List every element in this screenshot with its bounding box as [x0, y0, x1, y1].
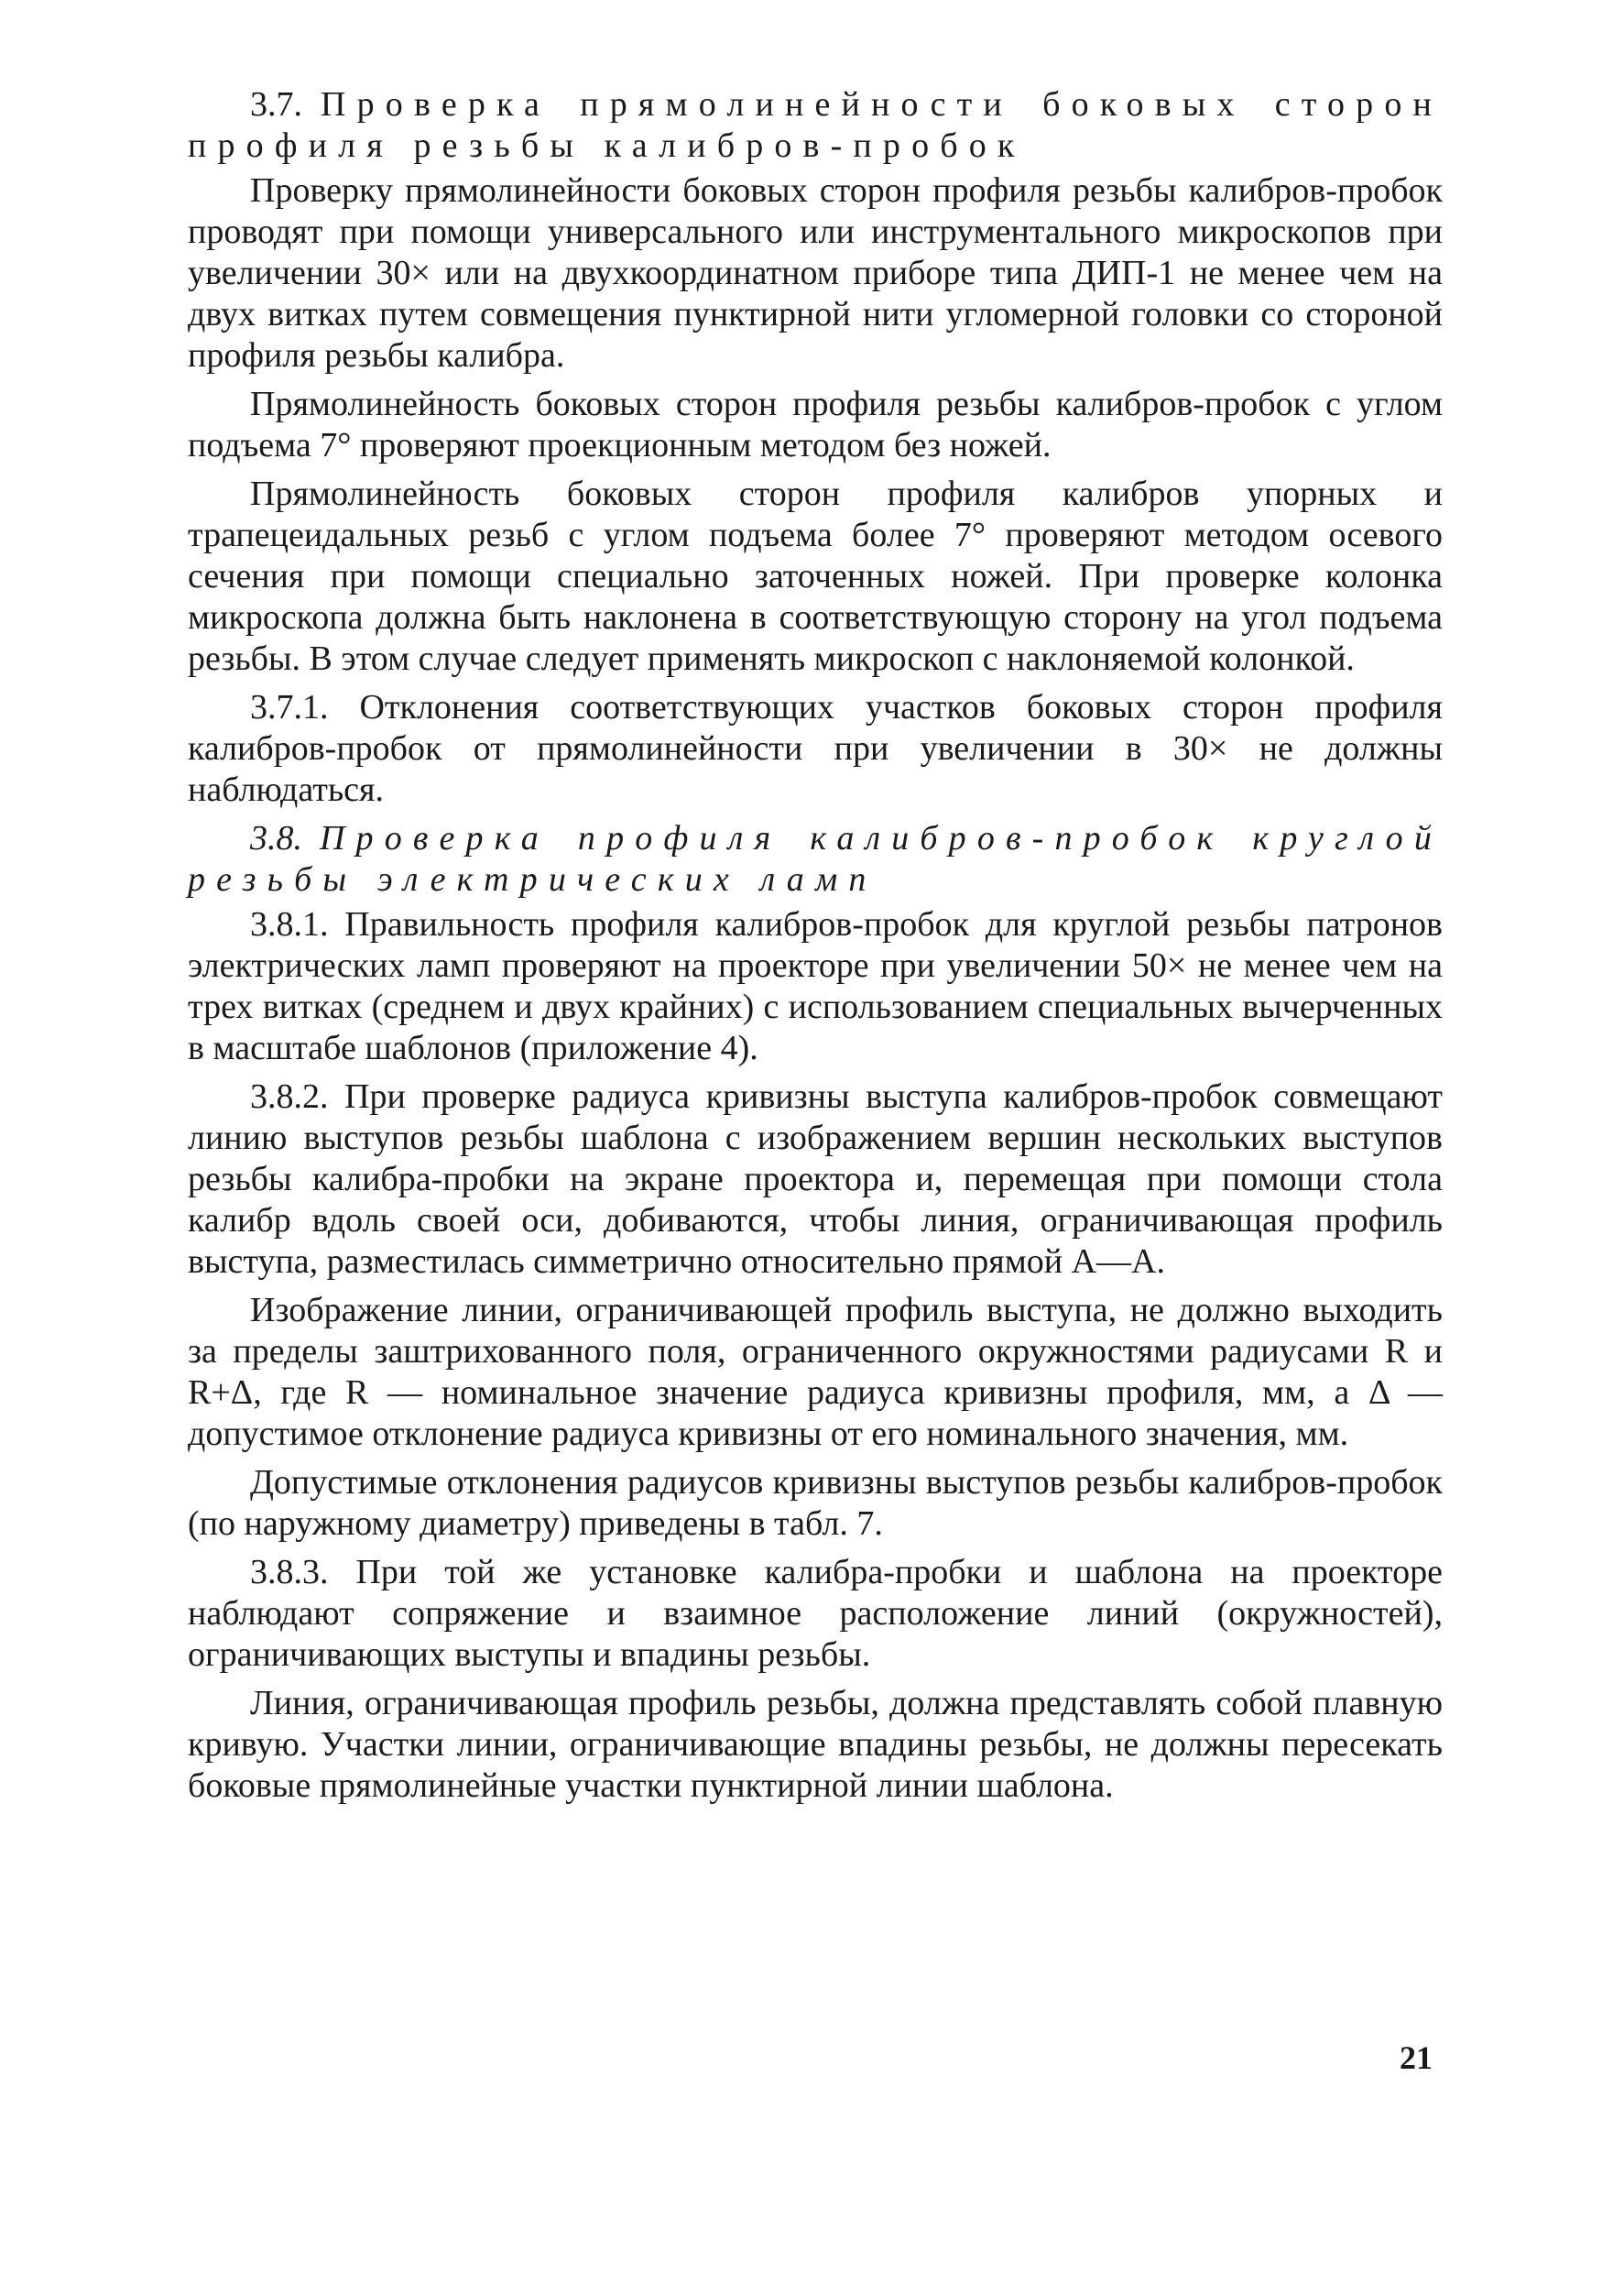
paragraph-3-8-1: 3.8.1. Правильность профиля калибров-пробок для круглой резьбы патронов электрических ламп проверяют на проекторе при увеличении 50× не менее чем на трех витках (среднем и двух крайних) с использованием специальных вычерченных в масштабе шаблонов (приложение 4).	[188, 905, 1443, 1067]
section-3-8-title: Проверка профиля калибров-пробок круглой резьбы электрических ламп	[188, 819, 1444, 899]
paragraph-3-8-2-b: Изображение линии, ограничивающей профиль выступа, не должно выходить за пределы заштрихованного поля, ограниченного окружностями радиусами R и R+Δ, где R — номинальное значение радиуса кривизны профиля, мм, а Δ — допустимое отклонение радиуса кривизны от его номинального значения, мм.	[188, 1291, 1443, 1453]
document-page	[188, 84, 1443, 1814]
paragraph-3-7-b: Прямолинейность боковых сторон профиля резьбы калибров-пробок с углом подъема 7° проверяют проекционным методом без ножей.	[188, 385, 1443, 464]
paragraph-3-8-2-c: Допустимые отклонения радиусов кривизны выступов резьбы калибров-пробок (по наружному диаметру) приведены в табл. 7.	[188, 1463, 1443, 1543]
paragraph-3-8-3-b: Линия, ограничивающая профиль резьбы, должна представлять собой плавную кривую. Участки линии, ограничивающие впадины резьбы, не должны пересекать боковые прямолинейные участки пунктирной линии шаблона.	[188, 1684, 1443, 1805]
paragraph-3-8-3: 3.8.3. При той же установке калибра-пробки и шаблона на проекторе наблюдают сопряжение и взаимное расположение линий (окружностей), ограничивающих выступы и впадины резьбы.	[188, 1553, 1443, 1674]
section-3-7-heading	[188, 84, 1443, 167]
section-3-8-heading	[188, 818, 1443, 901]
paragraph-3-7-c: Прямолинейность боковых сторон профиля калибров упорных и трапецеидальных резьб с углом подъема более 7° проверяют методом осевого сечения при помощи специально заточенных ножей. При проверке колонка микроскопа должна быть наклонена в соответствующую сторону на угол подъема резьбы. В этом случае следует применять микроскоп с наклоняемой колонкой.	[188, 475, 1443, 678]
section-3-8-number: 3.8.	[250, 819, 302, 858]
paragraph-3-7-a: Проверку прямолинейности боковых сторон профиля резьбы калибров-пробок проводят при помощи универсального или инструментального микроскопов при увеличении 30× или на двухкоординатном приборе типа ДИП-1 не менее чем на двух витках путем совмещения пунктирной нити угломерной головки со стороной профиля резьбы калибра.	[188, 171, 1443, 375]
section-3-7-number: 3.7.	[250, 85, 302, 124]
page-number: 21	[1400, 2039, 1433, 2076]
paragraph-3-8-2: 3.8.2. При проверке радиуса кривизны выступа калибров-пробок совмещают линию выступов резьбы шаблона с изображением вершин нескольких выступов резьбы калибра-пробки на экране проектора и, перемещая при помощи стола калибр вдоль своей оси, добиваются, чтобы линия, ограничивающая профиль выступа, разместилась симметрично относительно прямой А—А.	[188, 1077, 1443, 1281]
section-3-7-title: Проверка прямолинейности боковых сторон профиля резьбы калибров-пробок	[188, 85, 1443, 165]
paragraph-3-7-1: 3.7.1. Отклонения соответствующих участков боковых сторон профиля калибров-пробок от прямолинейности при увеличении в 30× не должны наблюдаться.	[188, 688, 1443, 809]
